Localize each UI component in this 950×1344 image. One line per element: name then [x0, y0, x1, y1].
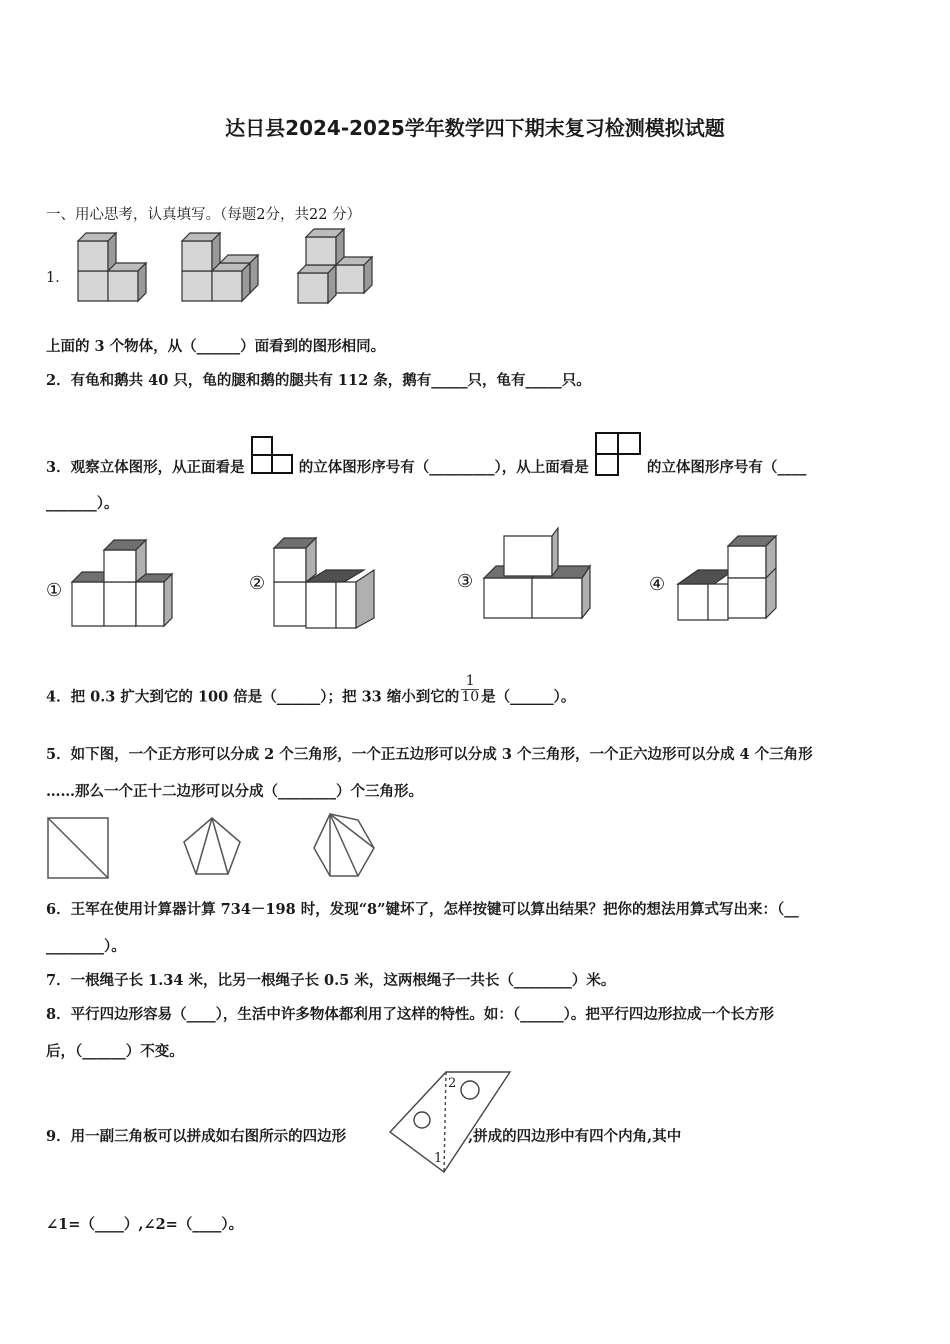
q2-text: 2．有龟和鹅共 40 只，龟的腿和鹅的腿共有 112 条，鹅有_____只，龟有_____只。 — [46, 372, 591, 389]
angle-1-label: 1 — [434, 1151, 443, 1166]
pentagon-split — [184, 818, 240, 874]
fraction-denominator: 10 — [461, 689, 480, 705]
q8-line1: 8．平行四边形容易（____），生活中许多物体都利用了这样的特性。如：（______）。把平行四边形拉成一个长方形 — [46, 1006, 774, 1023]
q5-line2: ……那么一个正十二边形可以分成（________）个三角形。 — [46, 783, 423, 800]
q3-part3: 的立体图形序号有（____ — [646, 459, 807, 476]
q5-polygon-figures — [44, 812, 394, 884]
q3-figure-4 — [678, 536, 776, 620]
option-label-1: ① — [46, 580, 63, 601]
q1-cube-figures — [70, 225, 380, 310]
q4-part2: 是（______）。 — [481, 688, 576, 706]
q3-figure-2 — [274, 538, 374, 628]
hexagon-split — [314, 814, 374, 876]
fraction-one-tenth — [461, 674, 479, 705]
option-label-2: ② — [249, 573, 266, 594]
section-heading: 一、用心思考，认真填写。（每题2分，共22 分） — [46, 207, 362, 223]
fraction-numerator: 1 — [461, 674, 479, 690]
option-label-4: ④ — [649, 574, 666, 595]
triangle-board-quadrilateral — [388, 1068, 514, 1174]
q1-figure-3 — [298, 229, 372, 303]
q4-line — [46, 673, 576, 713]
q6-line2: ________）。 — [46, 938, 126, 955]
q3-line1 — [46, 428, 806, 477]
q1-figure-2 — [182, 233, 258, 301]
q9-line1 — [46, 1125, 681, 1146]
option-label-3: ③ — [457, 571, 474, 592]
q4-part1: 4．把 0.3 扩大到它的 100 倍是（______）；把 33 缩小到它的 — [46, 688, 460, 706]
q9-part2: ,拼成的四边形中有四个内角,其中 — [468, 1128, 682, 1145]
q9-part1: 9．用一副三角板可以拼成如右图所示的四边形 — [46, 1128, 347, 1145]
square-split — [48, 818, 108, 878]
top-view-shape — [594, 432, 642, 476]
q3-figure-3 — [484, 528, 590, 618]
q9-line2: ∠1=（____）,∠2=（____）。 — [46, 1216, 244, 1233]
q6-line1: 6．王军在使用计算器计算 734－198 时，发现“8”键坏了，怎样按键可以算出结果？把你的想法用算式写出来：（__ — [46, 901, 799, 918]
q3-cube-figures — [44, 522, 794, 637]
q3-figure-1 — [72, 540, 172, 626]
angle-2-label: 2 — [448, 1076, 457, 1091]
q1-text: 上面的 3 个物体，从（______）面看到的图形相同。 — [46, 338, 386, 355]
q5-line1: 5．如下图，一个正方形可以分成 2 个三角形，一个正五边形可以分成 3 个三角形，一个正六边形可以分成 4 个三角形 — [46, 746, 813, 763]
q7-text: 7．一根绳子长 1.34 米，比另一根绳子长 0.5 米，这两根绳子一共长（________）米。 — [46, 972, 616, 989]
page-title: 达日县2024-2025学年数学四下期末复习检测模拟试题 — [225, 116, 725, 140]
front-view-shape — [250, 436, 294, 476]
q1-figure-1 — [78, 233, 146, 301]
q1-number: 1． — [46, 270, 70, 286]
q3-part1: 3．观察立体图形，从正面看是 — [46, 459, 245, 476]
q3-part2: 的立体图形序号有（_________），从上面看是 — [298, 459, 589, 476]
q8-line2: 后，（______）不变。 — [46, 1043, 184, 1060]
q3-line2: _______）。 — [46, 495, 119, 512]
